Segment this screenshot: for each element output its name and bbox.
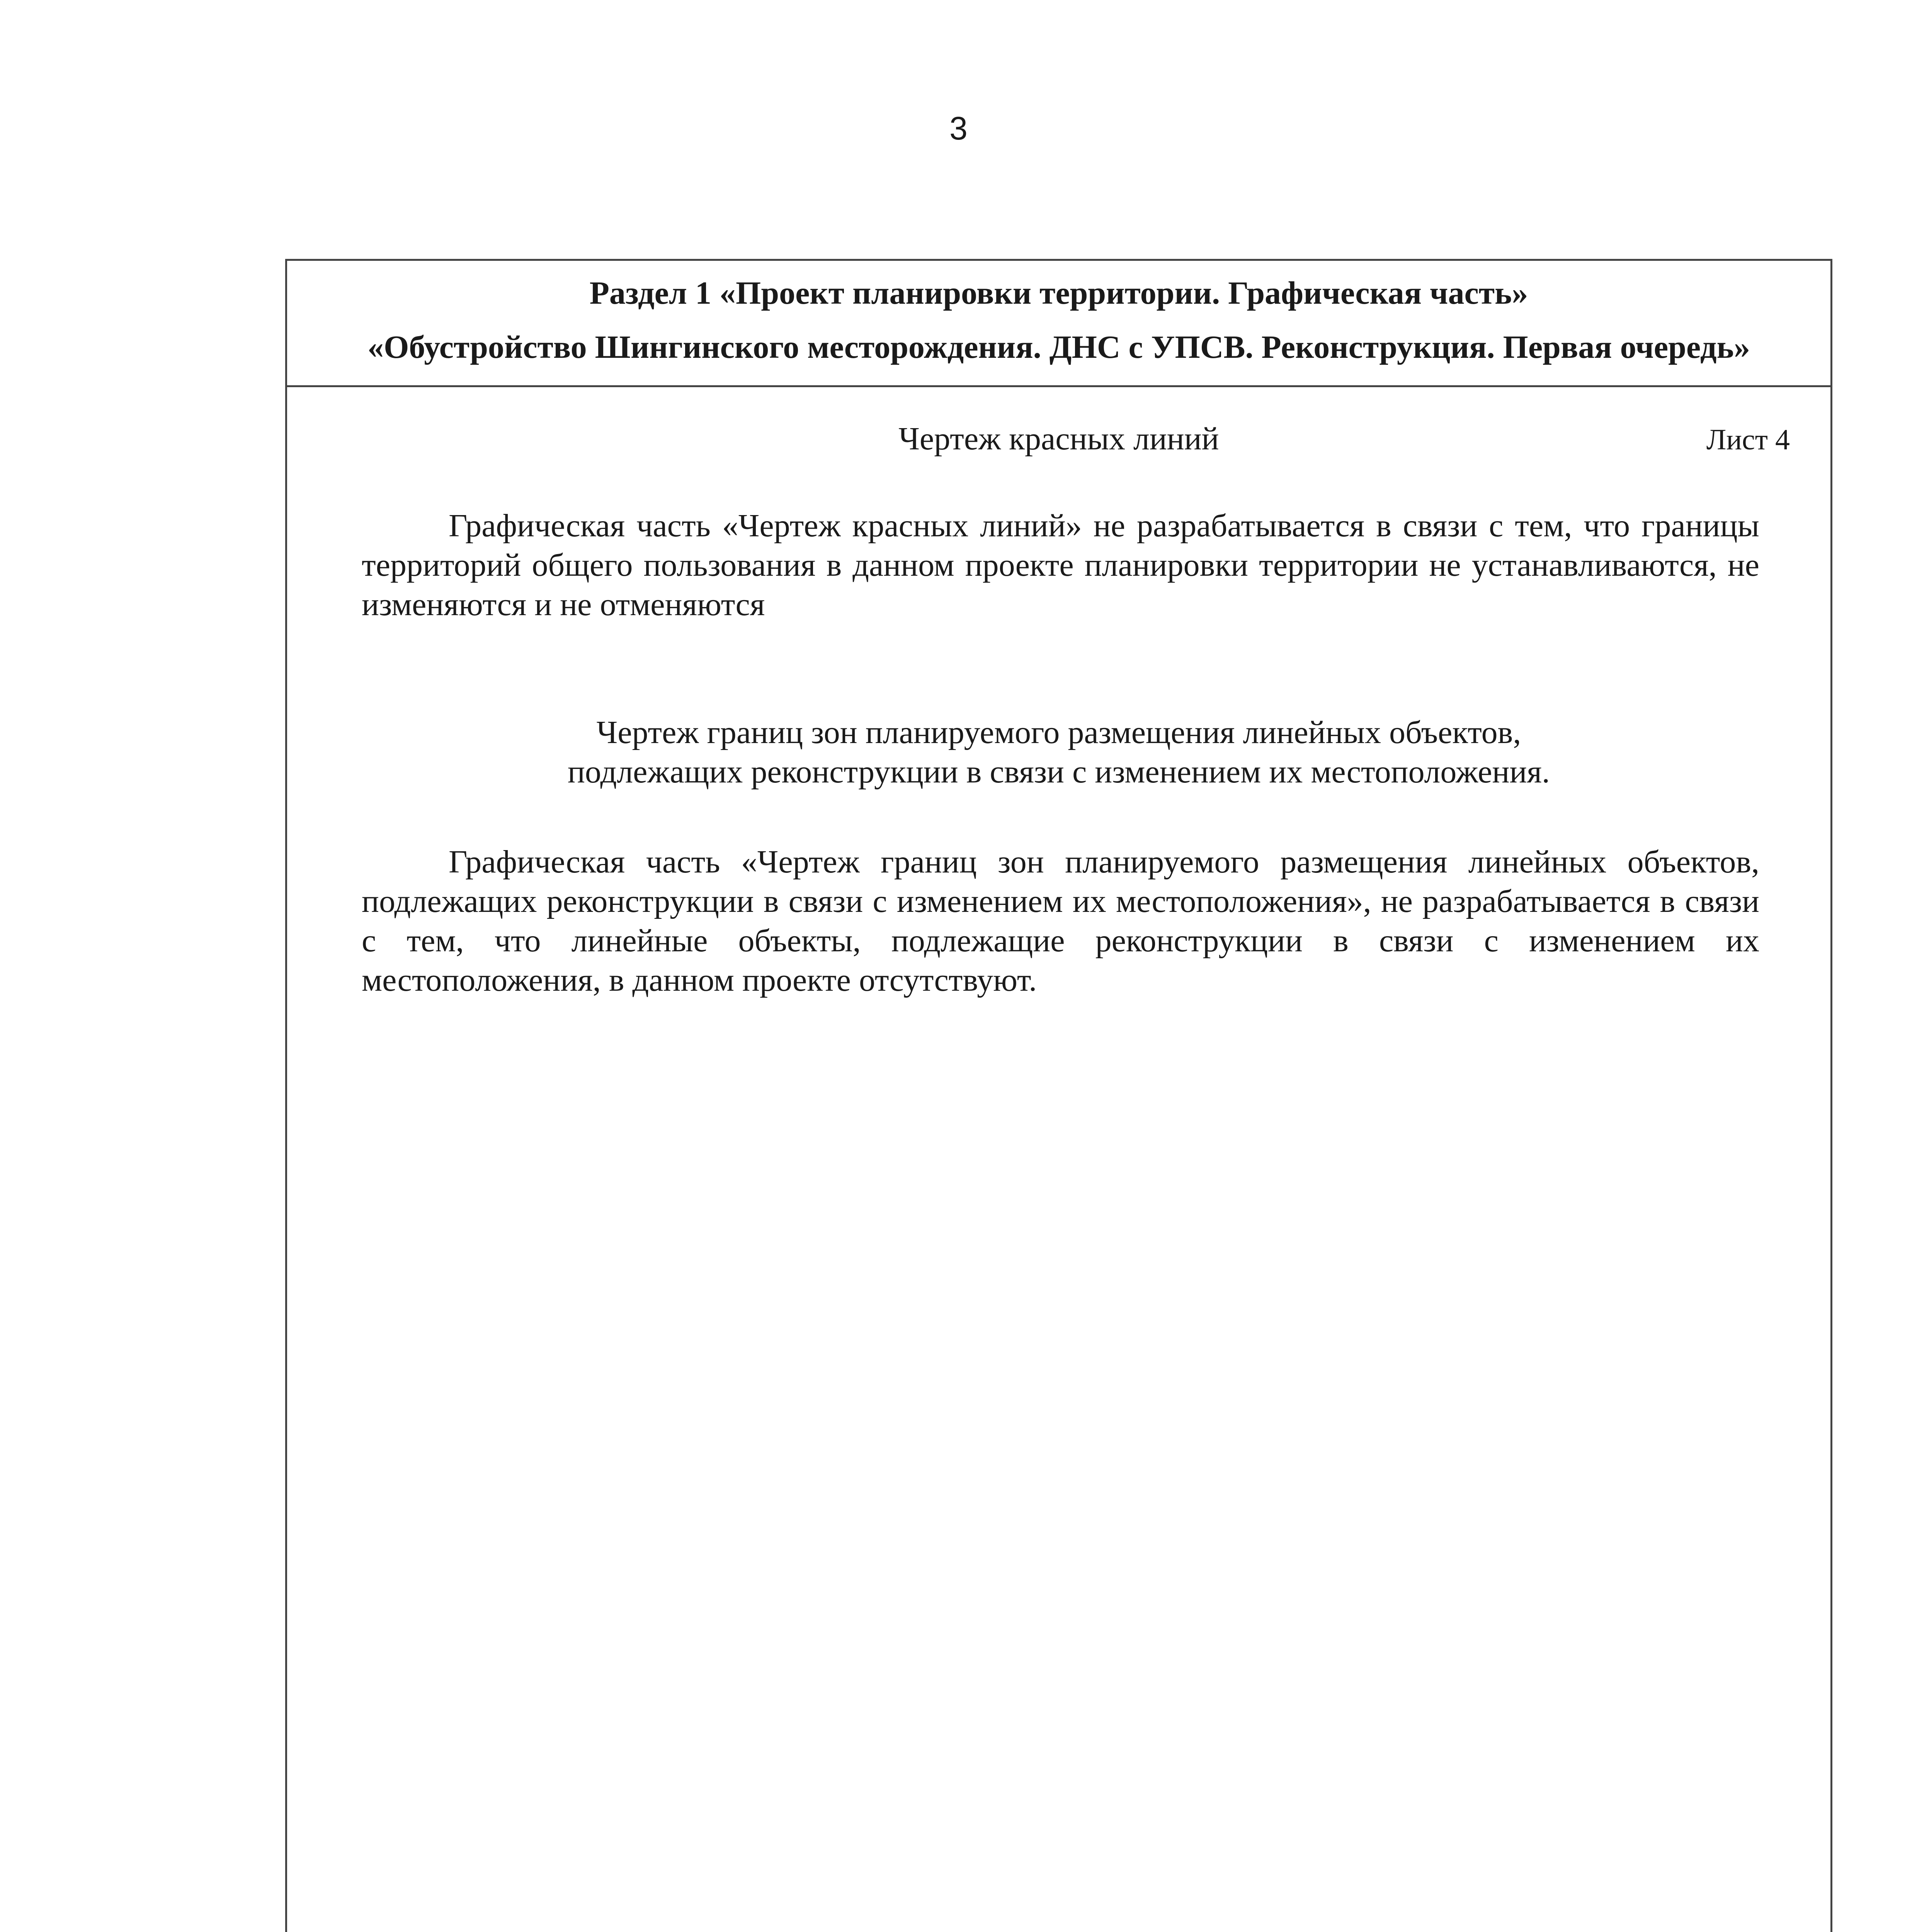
title-block-header bbox=[287, 261, 1830, 387]
linear-objects-paragraph: Графическая часть «Чертеж границ зон планируемого размещения линейных объектов, подлежащих реконструкции в связи с изменением их местоположения», не разрабатывается в связи с тем, что линейные объекты, подлежащие реконструкции в связи с изменением их местоположения, в данном проекте отсутствуют. bbox=[362, 844, 1759, 998]
section-title: Раздел 1 «Проект планировки территории. Графическая часть» bbox=[589, 275, 1528, 311]
drawing-frame bbox=[285, 259, 1832, 1932]
page-number: 3 bbox=[949, 110, 968, 146]
red-lines-paragraph: Графическая часть «Чертеж красных линий» не разрабатывается в связи с тем, что границы территорий общего пользования в данном проекте планировки территории не устанавливаются, не изменяются и не отменяются bbox=[362, 508, 1759, 622]
red-lines-drawing-title: Чертеж красных линий bbox=[898, 421, 1219, 457]
project-title: «Обустройство Шингинского месторождения. ДНС с УПСВ. Реконструкция. Первая очередь» bbox=[367, 329, 1750, 365]
linear-objects-drawing-title bbox=[287, 713, 1830, 792]
linear-objects-title-line-1: Чертеж границ зон планируемого размещения линейных объектов, bbox=[596, 714, 1521, 750]
linear-objects-title-line-2: подлежащих реконструкции в связи с изменением их местоположения. bbox=[567, 754, 1550, 790]
sheet-number-label: Лист 4 bbox=[1706, 423, 1790, 456]
